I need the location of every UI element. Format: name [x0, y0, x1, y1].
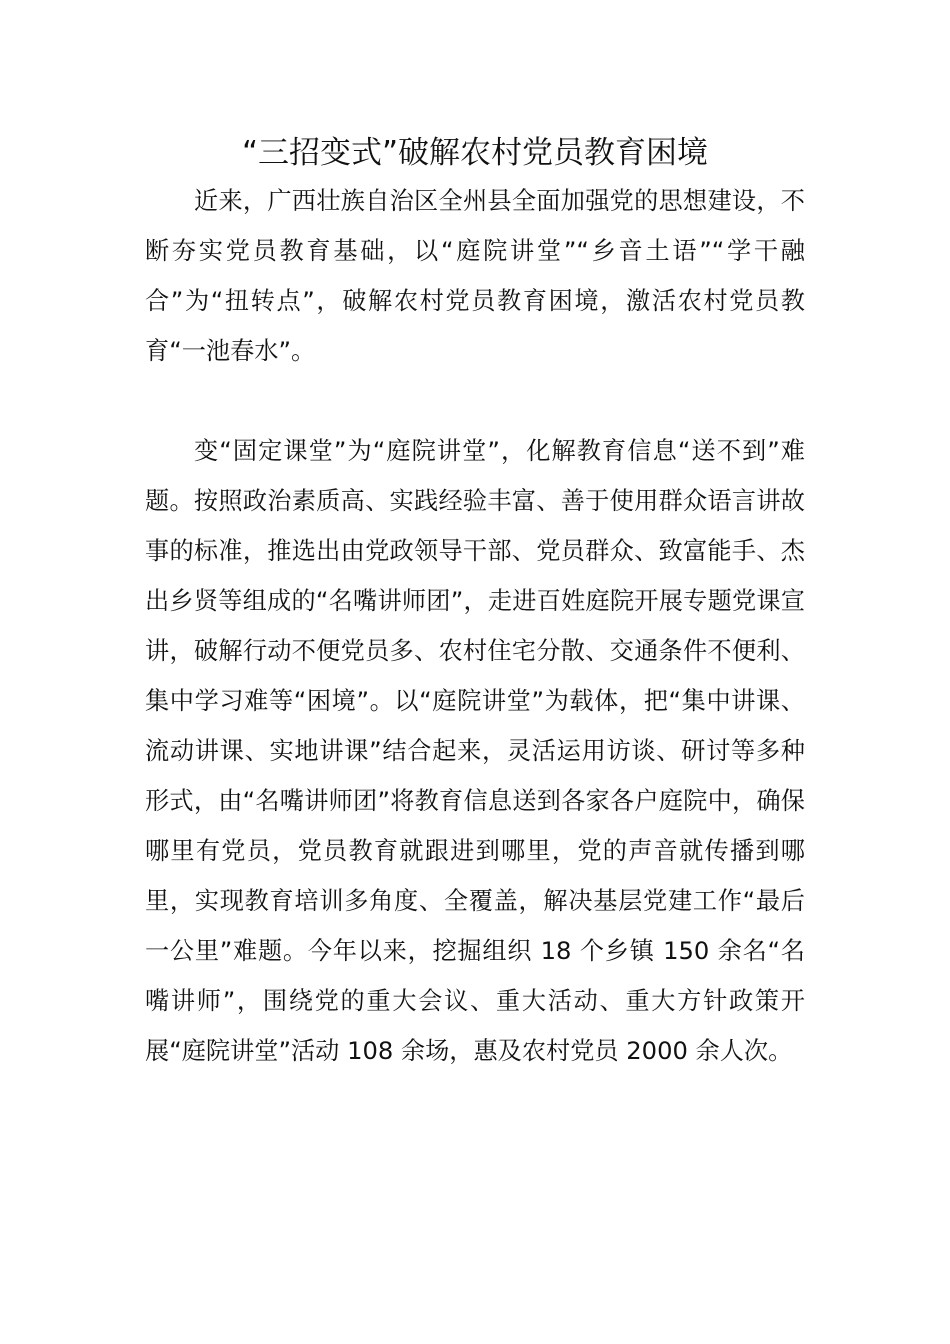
paragraph-courtyard-lecture: 变“固定课堂”为“庭院讲堂”，化解教育信息“送不到”难题。按照政治素质高、实践经验丰富、善于使用群众语言讲故事的标准，推选出由党政领导干部、党员群众、致富能手、杰出乡贤等组成的“名嘴讲师团”，走进百姓庭院开展专题党课宣讲，破解行动不便党员多、农村住宅分散、交通条件不便利、集中学习难等“困境”。以“庭院讲堂”为载体，把“集中讲课、流动讲课、实地讲课”结合起来，灵活运用访谈、研讨等多种形式，由“名嘴讲师团”将教育信息送到各家各户庭院中，确保哪里有党员，党员教育就跟进到哪里，党的声音就传播到哪里，实现教育培训多角度、全覆盖，解决基层党建工作“最后一公里”难题。今年以来，挖掘组织 18 个乡镇 150 余名“名嘴讲师”，围绕党的重大会议、重大活动、重大方针政策开展“庭院讲堂”活动 108 余场，惠及农村党员 2000 余人次。: [145, 437, 805, 1065]
document-title: “三招变式”破解农村党员教育困境: [241, 135, 709, 171]
paragraph-intro: 近来，广西壮族自治区全州县全面加强党的思想建设，不断夯实党员教育基础，以“庭院讲堂”“乡音土语”“学干融合”为“扭转点”，破解农村党员教育困境，激活农村党员教育“一池春水”。: [145, 187, 805, 365]
